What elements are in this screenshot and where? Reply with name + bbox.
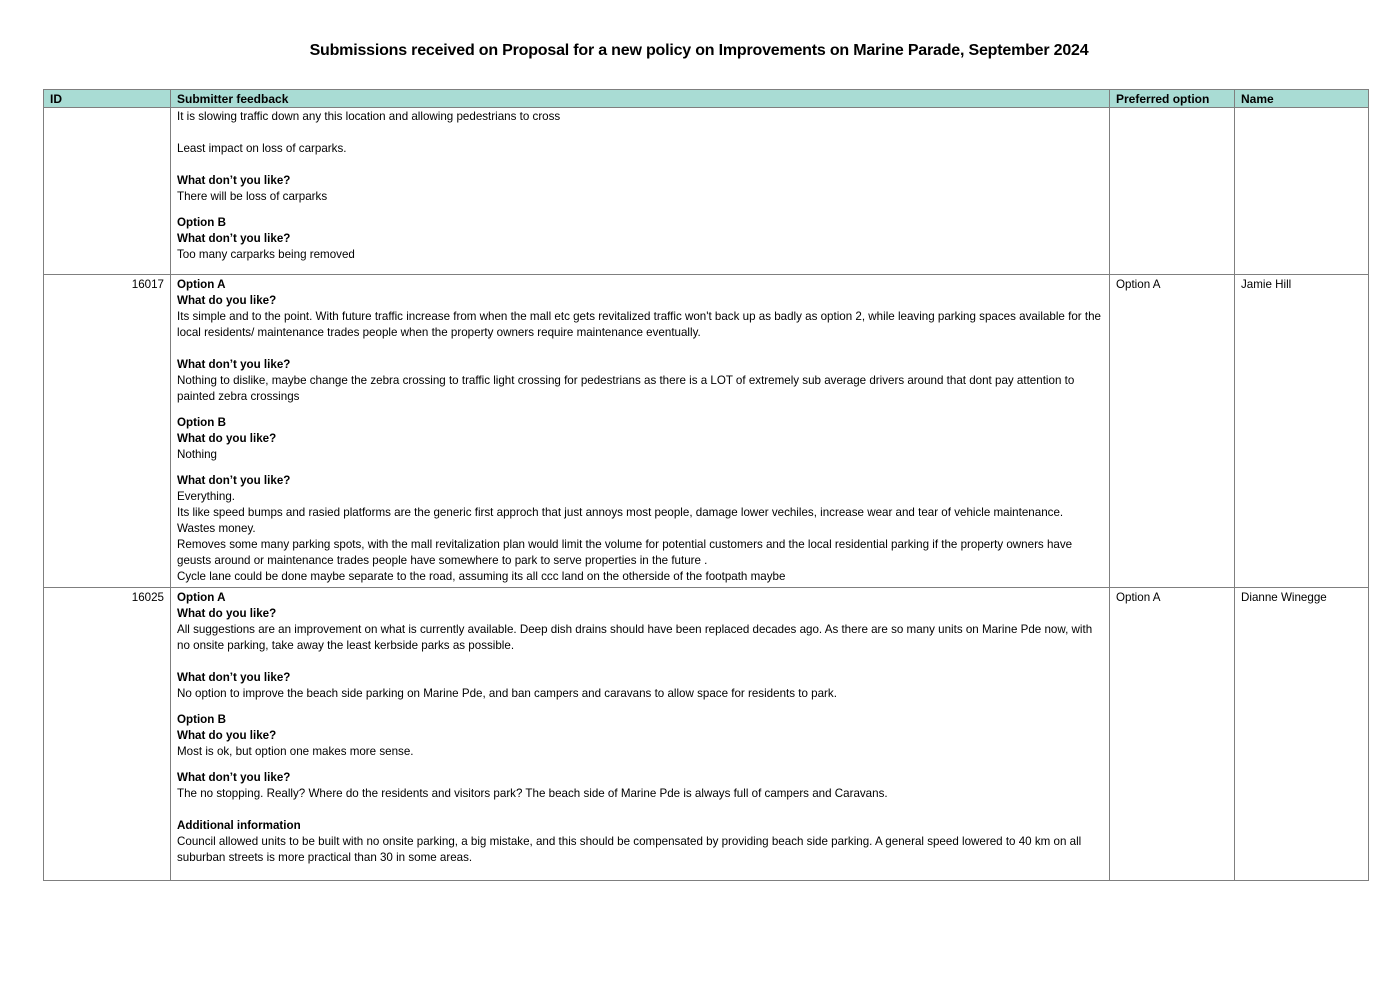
col-header-preferred-option: Preferred option xyxy=(1110,90,1235,108)
feedback-question-heading: What don’t you like? xyxy=(177,771,291,784)
feedback-text: Most is ok, but option one makes more sense. xyxy=(177,745,414,758)
feedback-question-heading: What don’t you like? xyxy=(177,671,291,684)
feedback-text: Wastes money. xyxy=(177,522,256,535)
feedback-question-heading: What don’t you like? xyxy=(177,474,291,487)
cell-feedback xyxy=(171,275,1110,588)
feedback-question-heading: What do you like? xyxy=(177,607,277,620)
feedback-text: Removes some many parking spots, with the mall revitalization plan would limit the volume for potential customers and the local residential parking if the property owners have geusts around or maintenance trades people have somewhere to park to serve properties in the future . xyxy=(177,538,1073,567)
feedback-option-heading: Option A xyxy=(177,278,226,291)
feedback-question-heading: What do you like? xyxy=(177,432,277,445)
feedback-additional-heading: Additional information xyxy=(177,819,301,832)
cell-feedback xyxy=(171,588,1110,881)
feedback-option-heading: Option B xyxy=(177,216,226,229)
cell-feedback xyxy=(171,108,1110,275)
feedback-question-heading: What don’t you like? xyxy=(177,358,291,371)
feedback-text: Too many carparks being removed xyxy=(177,248,355,261)
feedback-option-heading: Option A xyxy=(177,591,226,604)
feedback-text: The no stopping. Really? Where do the residents and visitors park? The beach side of Marine Pde is always full of campers and Caravans. xyxy=(177,787,888,800)
table-row xyxy=(44,108,1369,275)
feedback-text: Its simple and to the point. With future traffic increase from when the mall etc gets revitalized traffic won't back up as badly as option 2, while leaving parking spaces available for the local residents/ maintenance trades people when the property owners require maintenance eventually. xyxy=(177,310,1101,339)
feedback-text: Its like speed bumps and rasied platforms are the generic first approch that just annoys most people, damage lower vechiles, increase wear and tear of vehicle maintenance. xyxy=(177,506,1064,519)
feedback-text: Cycle lane could be done maybe separate to the road, assuming its all ccc land on the otherside of the footpath maybe xyxy=(177,570,786,583)
feedback-question-heading: What don’t you like? xyxy=(177,232,291,245)
cell-preferred-option xyxy=(1110,108,1235,275)
feedback-question-heading: What do you like? xyxy=(177,294,277,307)
submissions-table xyxy=(43,89,1369,881)
feedback-text: Nothing xyxy=(177,448,217,461)
feedback-text: There will be loss of carparks xyxy=(177,190,328,203)
table-header-row xyxy=(44,90,1369,108)
cell-name: Dianne Winegge xyxy=(1235,588,1369,881)
feedback-question-heading: What do you like? xyxy=(177,729,277,742)
col-header-id: ID xyxy=(44,90,171,108)
feedback-option-heading: Option B xyxy=(177,416,226,429)
cell-id: 16025 xyxy=(44,588,171,881)
col-header-feedback: Submitter feedback xyxy=(171,90,1110,108)
cell-preferred-option: Option A xyxy=(1110,588,1235,881)
col-header-name: Name xyxy=(1235,90,1369,108)
table-row xyxy=(44,588,1369,881)
document-title: Submissions received on Proposal for a new policy on Improvements on Marine Parade, September 2024 xyxy=(309,42,1089,59)
table-row xyxy=(44,275,1369,588)
cell-id xyxy=(44,108,171,275)
feedback-text: Nothing to dislike, maybe change the zebra crossing to traffic light crossing for pedestrians as there is a LOT of extremely sub average drivers around that dont pay attention to painted zebra crossings xyxy=(177,374,1075,403)
feedback-question-heading: What don’t you like? xyxy=(177,174,291,187)
cell-preferred-option: Option A xyxy=(1110,275,1235,588)
cell-name: Jamie Hill xyxy=(1235,275,1369,588)
cell-id: 16017 xyxy=(44,275,171,588)
feedback-text: It is slowing traffic down any this location and allowing pedestrians to cross xyxy=(177,110,561,123)
feedback-text: Least impact on loss of carparks. xyxy=(177,142,347,155)
feedback-option-heading: Option B xyxy=(177,713,226,726)
feedback-text: Everything. xyxy=(177,490,235,503)
feedback-text: No option to improve the beach side parking on Marine Pde, and ban campers and caravans to allow space for residents to park. xyxy=(177,687,837,700)
feedback-text: Council allowed units to be built with no onsite parking, a big mistake, and this should be compensated by providing beach side parking. A general speed lowered to 40 km on all suburban streets is more practical than 30 in some areas. xyxy=(177,835,1082,864)
cell-name xyxy=(1235,108,1369,275)
feedback-text: All suggestions are an improvement on what is currently available. Deep dish drains should have been replaced decades ago. As there are so many units on Marine Pde now, with no onsite parking, take away the least kerbside parks as possible. xyxy=(177,623,1093,652)
